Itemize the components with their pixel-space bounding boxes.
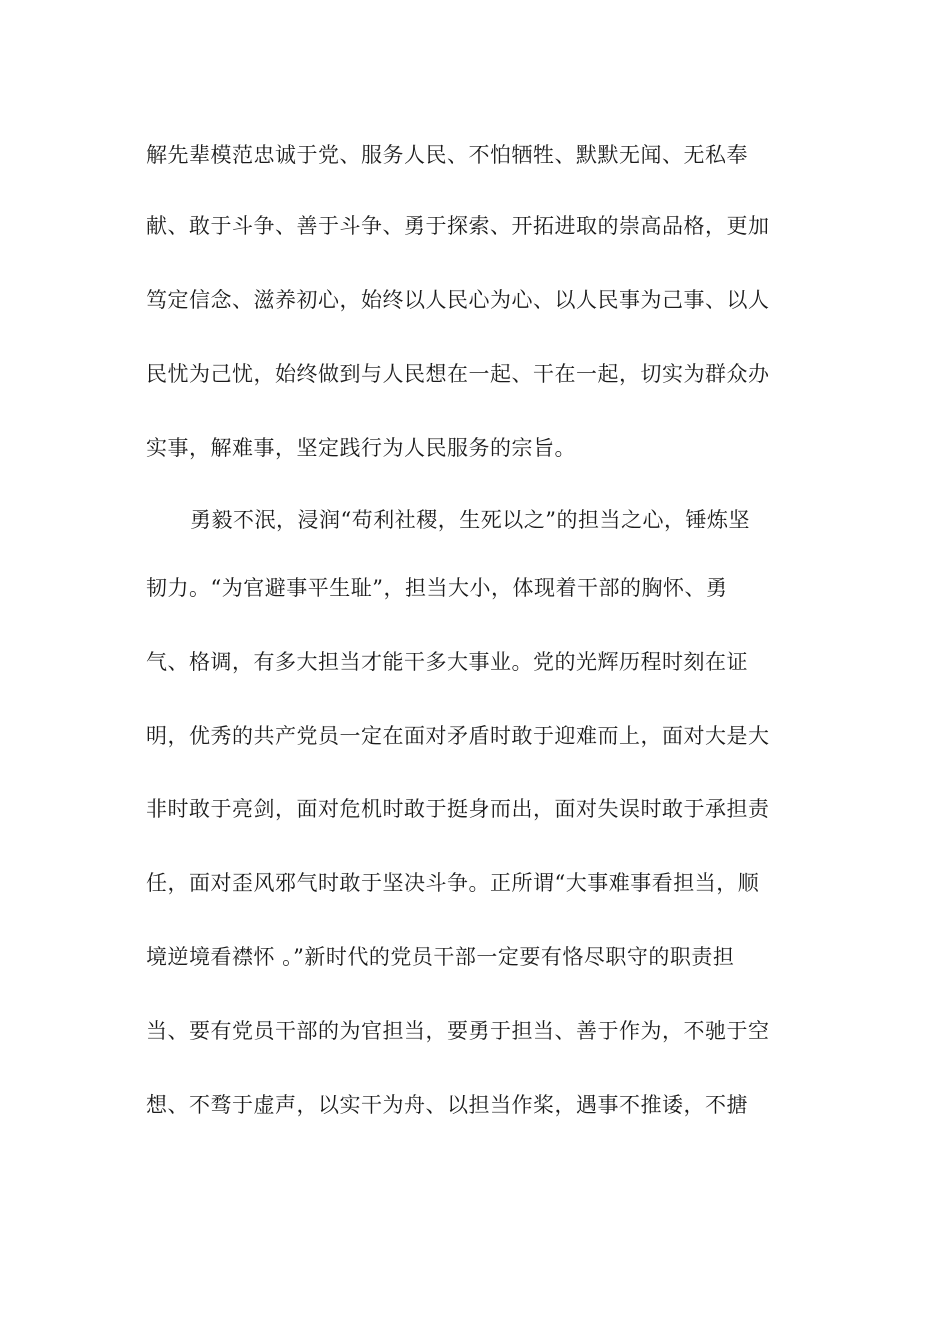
paragraph-line: 实事，解难事，坚定践行为人民服务的宗旨。 — [146, 436, 576, 460]
paragraph-line: 气、格调，有多大担当才能干多大事业。党的光辉历程时刻在证 — [146, 650, 748, 674]
paragraph-line: 解先辈模范忠诚于党、服务人民、不怕牺牲、默默无闻、无私奉 — [146, 143, 748, 167]
paragraph-line: 民忧为己忧，始终做到与人民想在一起、干在一起，切实为群众办 — [146, 362, 770, 386]
paragraph-line: 境逆境看襟怀 。”新时代的党员干部一定要有恪尽职守的职责担 — [146, 945, 735, 969]
paragraph-line: 当、要有党员干部的为官担当，要勇于担当、善于作为，不驰于空 — [146, 1019, 770, 1043]
paragraph-line: 任，面对歪风邪气时敢于坚决斗争。正所谓“大事难事看担当，顺 — [146, 871, 760, 895]
paragraph-line: 献、敢于斗争、善于斗争、勇于探索、开拓进取的崇高品格，更加 — [146, 214, 770, 238]
paragraph-first-line: 勇毅不泯，浸润“苟利社稷，生死以之”的担当之心，锤炼坚 — [190, 508, 750, 532]
paragraph-line: 韧力。“为官避事平生耻”，担当大小，体现着干部的胸怀、勇 — [146, 576, 728, 600]
paragraph-line: 非时敢于亮剑，面对危机时敢于挺身而出，面对失误时敢于承担责 — [146, 797, 770, 821]
paragraph-line: 笃定信念、滋养初心，始终以人民心为心、以人民事为己事、以人 — [146, 288, 770, 312]
paragraph-line: 明，优秀的共产党员一定在面对矛盾时敢于迎难而上，面对大是大 — [146, 724, 770, 748]
paragraph-line: 想、不骛于虚声，以实干为舟、以担当作桨，遇事不推诿，不搪 — [146, 1093, 748, 1117]
